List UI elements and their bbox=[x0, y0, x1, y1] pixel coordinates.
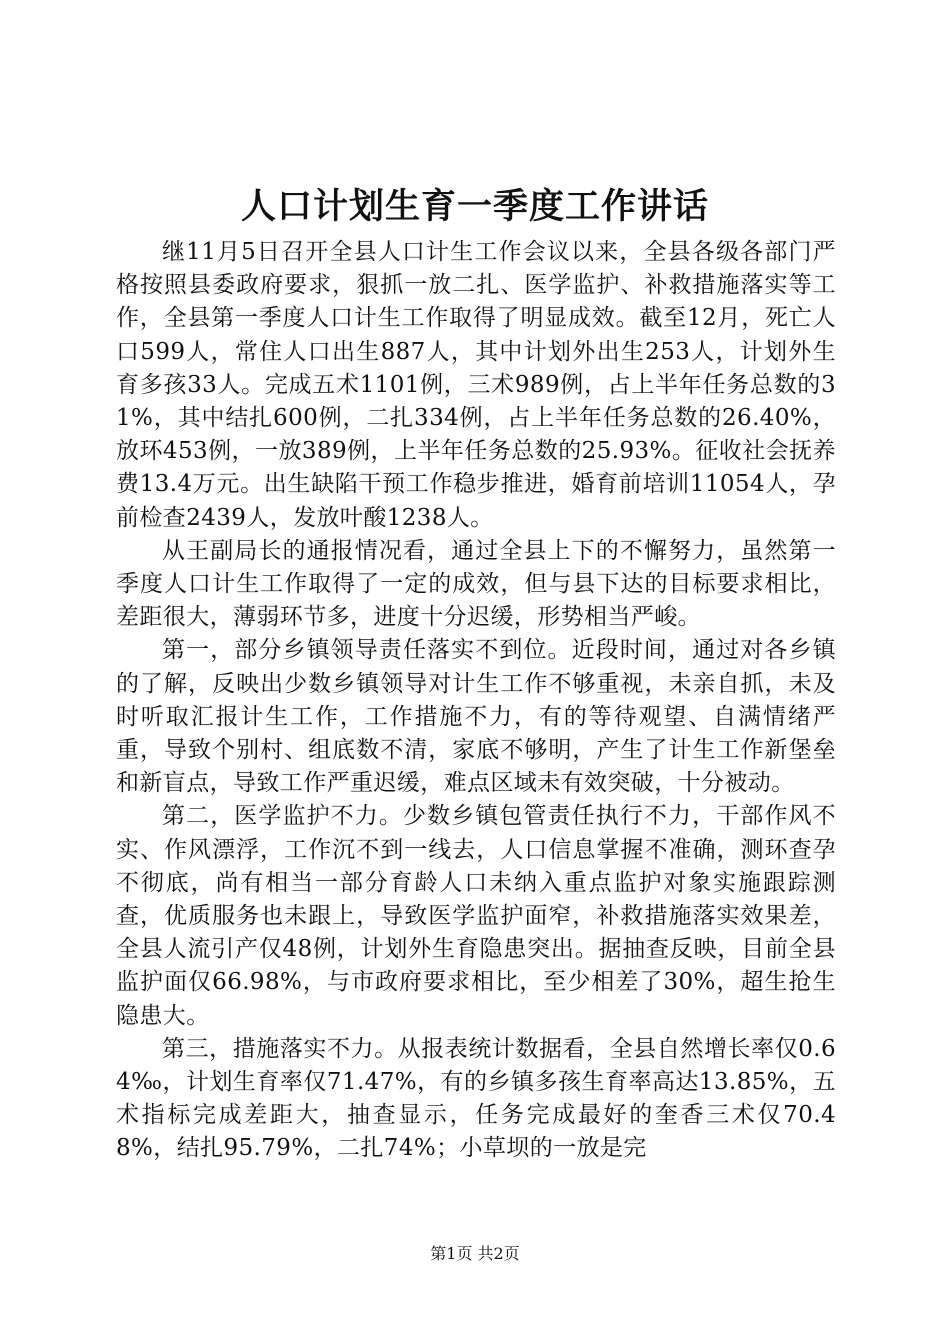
paragraph-summary: 继11月5日召开全县人口计生工作会议以来，全县各级各部门严格按照县委政府要求，狠抓一放二扎、医学监护、补救措施落实等工作，全县第一季度人口计生工作取得了明显成效。截至12月，死亡人口599人，常住人口出生887人，其中计划外出生253人，计划外生育多孩33人。完成五术1101例，三术989例，占上半年任务总数的31%，其中结扎600例，二扎334例，占上半年任务总数的26.40%，放环453例，一放389例，上半年任务总数的25.93%。征收社会抚养费13.4万元。出生缺陷干预工作稳步推进，婚育前培训11054人，孕前检查2439人，发放叶酸1238人。 bbox=[116, 239, 836, 531]
document-title: 人口计划生育一季度工作讲话 bbox=[240, 186, 709, 227]
paragraph-point-three: 第三，措施落实不力。从报表统计数据看，全县自然增长率仅0.64‰，计划生育率仅71.47%，有的乡镇多孩生育率高达13.85%，五术指标完成差距大，抽查显示，任务完成最好的奎香三术仅70.48%，结扎95.79%，二扎74%；小草坝的一放是完 bbox=[116, 1035, 836, 1162]
paragraph-assessment: 从王副局长的通报情况看，通过全县上下的不懈努力，虽然第一季度人口计生工作取得了一定的成效，但与县下达的目标要求相比，差距很大，薄弱环节多，进度十分迟缓，形势相当严峻。 bbox=[116, 537, 836, 631]
paragraph-point-two: 第二，医学监护不力。少数乡镇包管责任执行不力，干部作风不实、作风漂浮，工作沉不到一线去，人口信息掌握不准确，测环查孕不彻底，尚有相当一部分育龄人口未纳入重点监护对象实施跟踪测查，优质服务也未跟上，导致医学监护面窄，补救措施落实效果差，全县人流引产仅48例，计划外生育隐患突出。据抽查反映，目前全县监护面仅66.98%，与市政府要求相比，至少相差了30%，超生抢生隐患大。 bbox=[116, 803, 836, 1029]
paragraph-point-one: 第一，部分乡镇领导责任落实不到位。近段时间，通过对各乡镇的了解，反映出少数乡镇领导对计生工作不够重视，未亲自抓，未及时听取汇报计生工作，工作措施不力，有的等待观望、自满情绪严重，导致个别村、组底数不清，家底不够明，产生了计生工作新堡垒和新盲点，导致工作严重迟缓，难点区域未有效突破，十分被动。 bbox=[116, 637, 836, 797]
document-body bbox=[116, 236, 836, 1166]
page-footer: 第1页 共2页 bbox=[430, 1244, 520, 1263]
